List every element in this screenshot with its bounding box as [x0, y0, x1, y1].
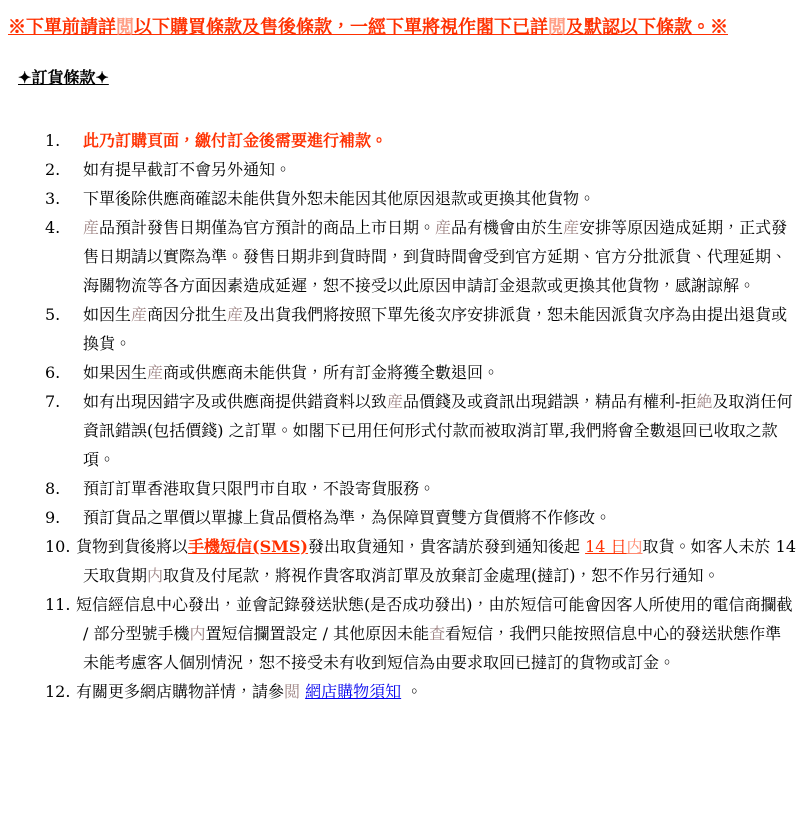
term-item [0, 184, 797, 213]
text-segment: 産 [563, 218, 580, 237]
term-number: 9. [45, 508, 61, 527]
text-segment: 産 [131, 305, 148, 324]
text-segment: 品有機會由於生 [451, 218, 564, 237]
text-segment: 貨物到貨後將以 [76, 537, 189, 556]
terms-list [0, 126, 800, 706]
term-text [83, 305, 787, 353]
section-title: ✦訂貨條款✦ [18, 68, 109, 87]
text-segment: 如因生 [83, 305, 132, 324]
term-text [83, 160, 291, 179]
term-item [0, 126, 797, 155]
term-number: 8. [45, 479, 61, 498]
text-segment: 産 [387, 392, 404, 411]
text-segment: 品預計發售日期僅為官方預計的商品上市日期。 [99, 218, 436, 237]
text-segment: 此乃訂購頁面，繳付訂金後需要進行補款。 [83, 131, 388, 150]
term-number: 3. [45, 189, 61, 208]
term-number: 2. [45, 160, 61, 179]
term-number: 5. [45, 305, 61, 324]
term-item [0, 474, 797, 503]
text-segment: 發出取貨通知，貴客請於發到通知後起 [307, 537, 586, 556]
text-segment: 如有提早截訂不會另外通知。 [83, 160, 292, 179]
term-item [0, 387, 797, 474]
text-segment: 産 [227, 305, 244, 324]
pickup-deadline-highlight: 14 日 [585, 537, 627, 556]
text-segment: 取貨。如客人未於 14 天取貨期 [83, 537, 796, 585]
text-segment: 有關更多網店購物詳情，請參 [76, 682, 285, 701]
term-item [0, 213, 797, 300]
text-segment: 預訂貨品之單價以單據上貨品價格為準，為保障買賣雙方貨價將不作修改。 [83, 508, 612, 527]
text-segment: 絶 [696, 392, 713, 411]
term-text [83, 189, 595, 208]
term-text [83, 392, 792, 469]
text-segment: 閲 [548, 17, 566, 38]
term-number: 6. [45, 363, 61, 382]
text-segment: ※下單前請詳 [8, 17, 116, 38]
term-number: 11. [45, 595, 71, 614]
text-segment: 及默認以下條款。※ [566, 17, 728, 38]
text-segment: 査 [429, 624, 446, 643]
term-number: 10. [45, 537, 71, 556]
term-number: 4. [45, 218, 61, 237]
term-text [83, 218, 787, 295]
text-segment: 内 [189, 624, 206, 643]
text-segment: 下單後除供應商確認未能供貨外恕未能因其他原因退款或更換其他貨物。 [83, 189, 596, 208]
text-segment: 産 [147, 363, 164, 382]
term-number: 12. [45, 682, 71, 701]
term-number: 1. [45, 131, 61, 150]
term-text [83, 363, 499, 382]
text-segment: 内 [147, 566, 164, 585]
term-text [76, 595, 793, 672]
term-item [0, 155, 797, 184]
text-segment: 短信經信息中心發出，並會記錄發送狀態(是否成功發出)，由於短信可能會因客人所使用的電信商攔截 / 部分型號手機 [76, 595, 793, 643]
text-segment: 商或供應商未能供貨，所有訂金將獲全數退回。 [163, 363, 500, 382]
term-text [76, 537, 796, 585]
term-item [0, 300, 797, 358]
term-text [83, 131, 387, 150]
text-segment: 如果因生 [83, 363, 148, 382]
text-segment: 商因分批生 [147, 305, 228, 324]
pickup-deadline-highlight: 内 [626, 537, 643, 556]
term-item [0, 590, 797, 677]
text-segment: 閲 [116, 17, 134, 38]
header-notice [8, 16, 801, 40]
text-segment: 産 [435, 218, 452, 237]
text-segment: 預訂訂單香港取貨只限門市自取，不設寄貨服務。 [83, 479, 436, 498]
term-item [0, 677, 797, 706]
store-shopping-notice-link[interactable]: 網店購物須知 [305, 682, 402, 701]
sms-highlight: 手機短信(SMS) [188, 537, 308, 556]
text-segment: 及出貨我們將按照下單先後次序安排派貨，恕未能因派貨次序為由提出退貨或換貨。 [83, 305, 788, 353]
text-segment: 以下購買條款及售後條款，一經下單將視作閣下已詳 [134, 17, 548, 38]
text-segment: 閲 [284, 682, 301, 701]
term-text [83, 508, 611, 527]
term-item [0, 503, 797, 532]
text-segment: 看短信，我們只能按照信息中心的發送狀態作準未能考慮客人個別情況，恕不接受未有收到短信為由要求取回已撻訂的貨物或訂金。 [83, 624, 782, 672]
text-segment: 如有出現因錯字及或供應商提供錯資料以致 [83, 392, 388, 411]
text-segment: 品價錢及或資訊出現錯誤，精品有權利-拒 [403, 392, 697, 411]
text-segment: 取貨及付尾款，將視作貴客取消訂單及放棄訂金處理(撻訂)，恕不作另行通知。 [163, 566, 720, 585]
term-text [76, 682, 422, 701]
text-segment: 安排等原因造成延期，正式發售日期請以實際為準。發售日期非到貨時間，到貨時間會受到官方延期、官方分批派貨、代理延期、海關物流等各方面因素造成延遲，恕不接受以此原因申請訂金退款或更換其他貨物，感謝諒解。 [83, 218, 788, 295]
term-text [83, 479, 435, 498]
term-number: 7. [45, 392, 61, 411]
term-item [0, 358, 797, 387]
text-segment: 。 [401, 682, 423, 701]
text-segment: 置短信攔置設定 / 其他原因未能 [205, 624, 430, 643]
term-item [0, 532, 797, 590]
text-segment: 及取消任何資訊錯誤(包括價錢) 之訂單。如閣下已用任何形式付款而被取消訂單,我們將會全數退回已收取之款項。 [83, 392, 793, 469]
text-segment: 産 [83, 218, 100, 237]
